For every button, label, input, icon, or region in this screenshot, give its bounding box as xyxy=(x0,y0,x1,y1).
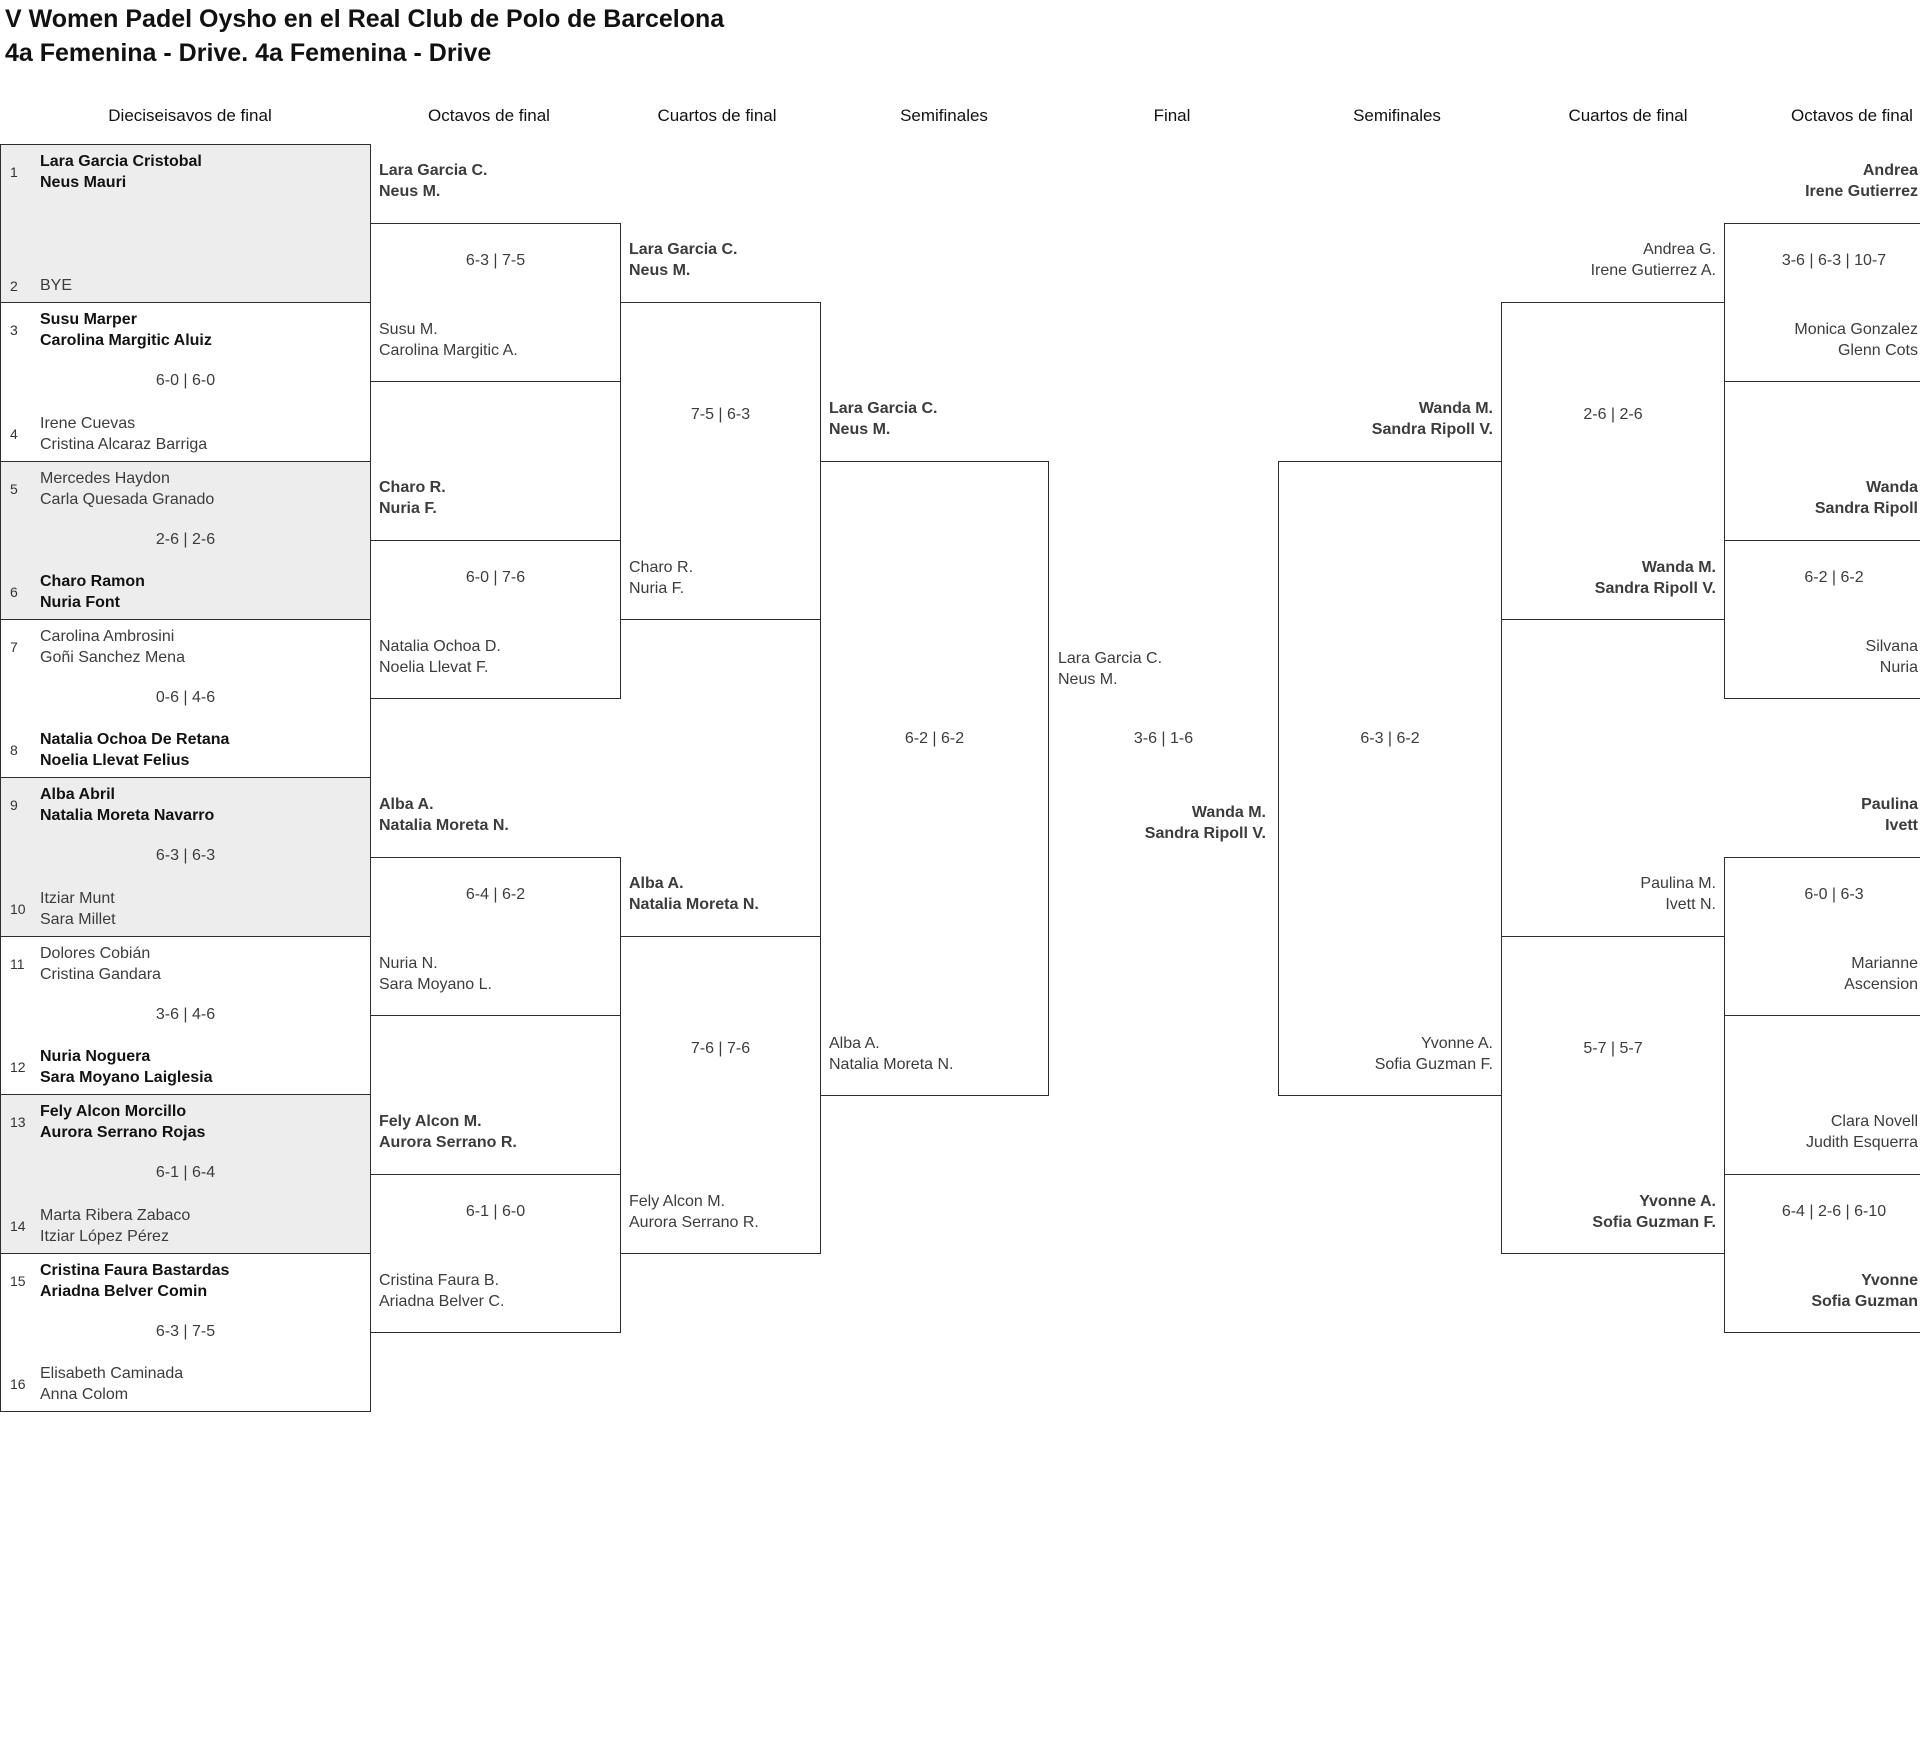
seed-number: 10 xyxy=(10,901,26,917)
team-label: Silvana Nuria xyxy=(1865,638,1918,676)
team-label: Natalia Ochoa D. Noelia Llevat F. xyxy=(379,638,501,676)
team-label: Charo R. Nuria F. xyxy=(629,559,694,597)
team-label-champion: Wanda M. Sandra Ripoll V. xyxy=(1144,804,1266,842)
match-score: 6-0 | 7-6 xyxy=(465,569,526,586)
team-row xyxy=(1,626,370,668)
round-header-semi-left: Semifinales xyxy=(900,106,988,125)
team-row xyxy=(1,413,370,455)
team-label: Alba A. Natalia Moreta N. xyxy=(629,875,759,913)
match-score: 2-6 | 2-6 xyxy=(155,531,216,548)
team-label: Cristina Faura B. Ariadna Belver C. xyxy=(379,1272,505,1310)
team-player: Nuria Noguera xyxy=(40,1048,151,1065)
team-label: Paulina Ivett xyxy=(1861,796,1918,834)
team-player: Mercedes Haydon xyxy=(40,470,170,487)
team-label: Marianne Ascension xyxy=(1844,955,1918,993)
team-player: Neus Mauri xyxy=(40,174,127,191)
team-label: Fely Alcon M. Aurora Serrano R. xyxy=(629,1193,759,1231)
page-title xyxy=(5,2,724,70)
match-score: 2-6 | 2-6 xyxy=(1583,406,1643,423)
round-header-semi-right: Semifinales xyxy=(1353,106,1441,125)
team-row xyxy=(1,571,370,613)
seed-number: 7 xyxy=(10,639,18,655)
seed-number: 3 xyxy=(10,322,18,338)
round-header-r4-left: Cuartos de final xyxy=(657,106,777,125)
team-player: Elisabeth Caminada xyxy=(40,1365,184,1382)
round-header-r4-right: Cuartos de final xyxy=(1568,106,1688,125)
match-score-final: 3-6 | 1-6 xyxy=(1133,730,1194,747)
team-label: Lara Garcia C. Neus M. xyxy=(629,241,738,279)
team-player: Carla Quesada Granado xyxy=(40,491,215,508)
seed-number: 5 xyxy=(10,481,18,497)
team-label: Alba A. Natalia Moreta N. xyxy=(379,796,509,834)
seed-number: 6 xyxy=(10,584,18,600)
team-label: Andrea Irene Gutierrez xyxy=(1805,162,1918,200)
team-player: Itziar López Pérez xyxy=(40,1228,169,1245)
team-row xyxy=(1,1260,370,1302)
team-player: Natalia Ochoa De Retana xyxy=(40,731,230,748)
team-label: Lara Garcia C. Neus M. xyxy=(379,162,488,200)
round-header-final: Final xyxy=(1153,106,1191,125)
match-score: 6-4 | 2-6 | 6-10 xyxy=(1781,1203,1887,1220)
team-player: Cristina Alcaraz Barriga xyxy=(40,436,208,453)
team-label: Lara Garcia C. Neus M. xyxy=(829,400,938,438)
team-label: Nuria N. Sara Moyano L. xyxy=(379,955,492,993)
team-player: Anna Colom xyxy=(40,1386,129,1403)
seed-number: 16 xyxy=(10,1376,26,1392)
match-box-r16-1 xyxy=(0,144,371,303)
match-score: 6-2 | 6-2 xyxy=(904,730,965,747)
team-label: Clara Novell Judith Esquerra xyxy=(1805,1113,1918,1151)
team-player: Carolina Margitic Aluiz xyxy=(40,332,212,349)
team-player: Noelia Llevat Felius xyxy=(40,752,190,769)
match-score: 0-6 | 4-6 xyxy=(155,689,216,706)
team-player: Lara Garcia Cristobal xyxy=(40,153,202,170)
bracket-box-final xyxy=(1048,461,1279,1096)
team-player: Nuria Font xyxy=(40,594,120,611)
team-row xyxy=(1,888,370,930)
team-player: Sara Moyano Laiglesia xyxy=(40,1069,213,1086)
match-score: 6-3 | 6-2 xyxy=(1360,730,1420,747)
match-score: 6-0 | 6-0 xyxy=(155,372,216,389)
team-label: Yvonne A. Sofia Guzman F. xyxy=(1592,1193,1716,1231)
team-label: Charo R. Nuria F. xyxy=(379,479,446,517)
team-player: Goñi Sanchez Mena xyxy=(40,649,185,666)
bracket-box-rsemi xyxy=(1278,461,1502,1096)
match-score: 7-6 | 7-6 xyxy=(690,1040,751,1057)
match-score: 6-2 | 6-2 xyxy=(1804,569,1864,586)
team-player: Itziar Munt xyxy=(40,890,115,907)
team-row xyxy=(1,729,370,771)
seed-number: 8 xyxy=(10,742,18,758)
team-label: Andrea G. Irene Gutierrez A. xyxy=(1590,241,1716,279)
team-player: Cristina Gandara xyxy=(40,966,161,983)
team-player: Charo Ramon xyxy=(40,573,145,590)
match-score: 6-3 | 7-5 xyxy=(155,1323,216,1340)
team-row xyxy=(1,151,370,193)
team-player: Cristina Faura Bastardas xyxy=(40,1262,230,1279)
bracket-box-lsemi xyxy=(820,461,1049,1096)
team-label: Monica Gonzalez Glenn Cots xyxy=(1794,321,1918,359)
team-row xyxy=(1,275,370,296)
team-label-finalist-left: Lara Garcia C. Neus M. xyxy=(1058,650,1163,688)
match-score: 6-1 | 6-4 xyxy=(155,1164,216,1181)
seed-number: 4 xyxy=(10,426,18,442)
team-label: Susu M. Carolina Margitic A. xyxy=(379,321,518,359)
team-label: Yvonne A. Sofia Guzman F. xyxy=(1374,1035,1493,1073)
round-header-r8-left: Octavos de final xyxy=(428,106,550,125)
team-player: Dolores Cobián xyxy=(40,945,151,962)
match-score: 5-7 | 5-7 xyxy=(1583,1040,1643,1057)
team-player: Alba Abril xyxy=(40,786,115,803)
team-row xyxy=(1,784,370,826)
team-label: Fely Alcon M. Aurora Serrano R. xyxy=(379,1113,517,1151)
team-row xyxy=(1,468,370,510)
seed-number: 1 xyxy=(10,164,18,180)
match-score: 6-4 | 6-2 xyxy=(465,886,526,903)
team-label: Wanda Sandra Ripoll xyxy=(1814,479,1918,517)
match-score: 6-3 | 7-5 xyxy=(465,252,526,269)
team-row xyxy=(1,943,370,985)
round-header-r16-left: Dieciseisavos de final xyxy=(108,106,272,125)
team-label: Wanda M. Sandra Ripoll V. xyxy=(1371,400,1493,438)
seed-number: 2 xyxy=(10,277,18,294)
seed-number: 15 xyxy=(10,1273,26,1289)
team-player: Natalia Moreta Navarro xyxy=(40,807,215,824)
team-label: Alba A. Natalia Moreta N. xyxy=(829,1035,954,1073)
seed-number: 12 xyxy=(10,1059,26,1075)
team-player: Fely Alcon Morcillo xyxy=(40,1103,187,1120)
match-score: 3-6 | 4-6 xyxy=(155,1006,216,1023)
team-player: Sara Millet xyxy=(40,911,116,928)
team-row xyxy=(1,1101,370,1143)
tournament-title: V Women Padel Oysho en el Real Club de Polo de Barcelona xyxy=(5,5,725,33)
team-player: Irene Cuevas xyxy=(40,415,136,432)
seed-number: 14 xyxy=(10,1218,26,1234)
team-row xyxy=(1,1363,370,1405)
match-score: 3-6 | 6-3 | 10-7 xyxy=(1781,252,1887,269)
team-label: Paulina M. Ivett N. xyxy=(1640,875,1716,913)
match-score: 6-3 | 6-3 xyxy=(155,847,216,864)
match-score: 7-5 | 6-3 xyxy=(690,406,751,423)
team-label: Yvonne Sofia Guzman xyxy=(1811,1272,1918,1310)
team-player: Marta Ribera Zabaco xyxy=(40,1207,191,1224)
round-header-r8-right: Octavos de final xyxy=(1791,106,1913,125)
seed-number: 9 xyxy=(10,797,18,813)
team-player: Carolina Ambrosini xyxy=(40,628,175,645)
team-row xyxy=(1,309,370,351)
team-player: Susu Marper xyxy=(40,311,137,328)
team-player: BYE xyxy=(40,277,73,294)
seed-number: 13 xyxy=(10,1114,26,1130)
match-score: 6-1 | 6-0 xyxy=(465,1203,526,1220)
match-score: 6-0 | 6-3 xyxy=(1804,886,1864,903)
team-row xyxy=(1,1205,370,1247)
team-player: Aurora Serrano Rojas xyxy=(40,1124,206,1141)
team-player: Ariadna Belver Comin xyxy=(40,1283,208,1300)
team-row xyxy=(1,1046,370,1088)
seed-number: 11 xyxy=(10,956,25,972)
team-label: Wanda M. Sandra Ripoll V. xyxy=(1594,559,1716,597)
category-subtitle: 4a Femenina - Drive. 4a Femenina - Drive xyxy=(5,39,492,67)
